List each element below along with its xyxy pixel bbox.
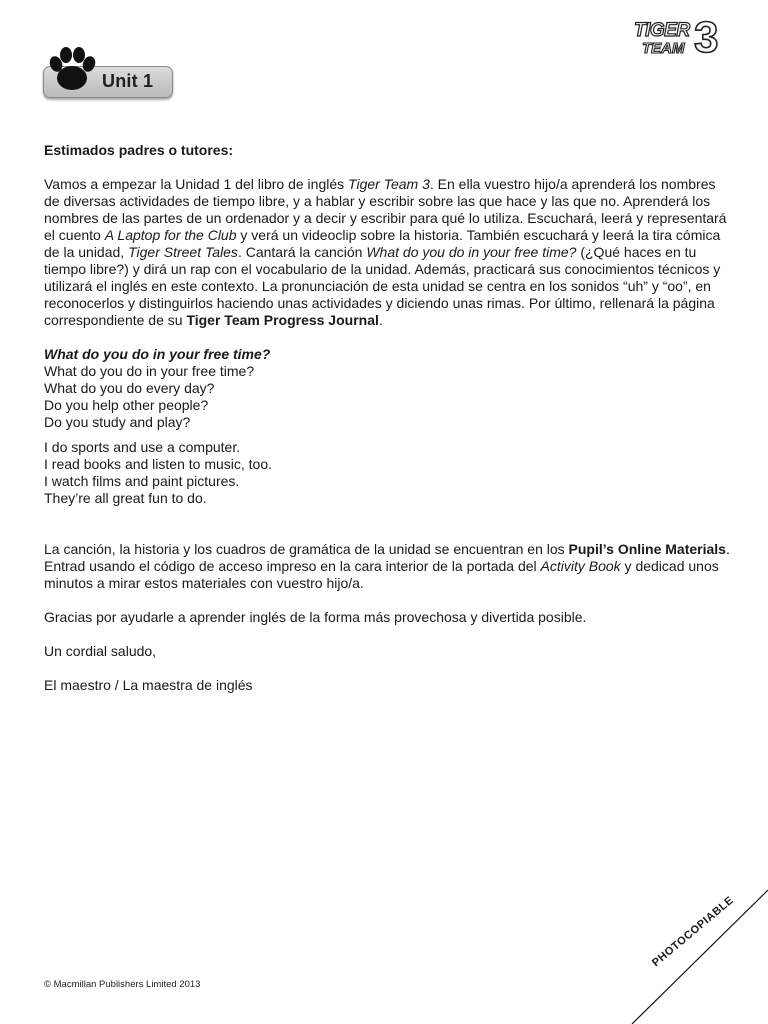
- text-run: y dedicad unos minutos a mirar estos materiales con vuestro hijo/a.: [44, 558, 719, 591]
- text-run: Vamos a empezar la Unidad 1 del libro de inglés: [44, 176, 349, 192]
- song-line: They’re all great fun to do.: [44, 490, 207, 506]
- text-run: Activity Book: [540, 558, 621, 574]
- unit-label: Unit 1: [102, 71, 154, 91]
- text-run: (¿Qué haces en tu tiempo libre?) y dirá un rap con el vocabulario de la unidad. Además, practicará sus conocimientos técnicos y utilizará el inglés en este contexto. La pronunciación de esta unidad se centra en los sonidos “uh” y “oo”, en reconocerlos y distinguirlos haciendo unas actividades y diciendo unas rimas. Por último, rellenará la página correspondiente de su: [44, 244, 721, 328]
- logo-number: 3: [694, 13, 719, 62]
- letter-body: [44, 142, 734, 694]
- photocopiable-label: PHOTOCOPIABLE: [650, 894, 737, 970]
- song-line: I watch films and paint pictures.: [44, 473, 240, 489]
- song-line: Do you study and play?: [44, 414, 191, 430]
- copyright: © Macmillan Publishers Limited 2013: [44, 979, 201, 990]
- corner-diagonal-line: [600, 880, 768, 1024]
- song-stanza-1: [44, 363, 734, 431]
- paw-icon: [44, 44, 100, 96]
- text-run: Tiger Team Progress Journal: [186, 312, 379, 328]
- song-title: What do you do in your free time?: [44, 346, 271, 362]
- text-run: y verá un videoclip sobre la historia. También escuchará y leerá la tira cómica de la unidad,: [44, 227, 721, 260]
- text-run: .: [378, 312, 383, 328]
- song-stanza-2: [44, 439, 734, 507]
- text-run: Tiger Team 3: [348, 176, 430, 192]
- song-line: What do you do every day?: [44, 380, 215, 396]
- text-run: . Cantará la canción: [237, 244, 367, 260]
- text-run: What do you do in your free time?: [366, 244, 577, 260]
- song-line: What do you do in your free time?: [44, 363, 255, 379]
- text-run: Pupil’s Online Materials: [568, 541, 726, 557]
- song-line: I read books and listen to music, too.: [44, 456, 273, 472]
- logo-team-text: TEAM: [642, 40, 685, 57]
- intro-paragraph: [44, 176, 734, 329]
- thanks-paragraph: Gracias por ayudarle a aprender inglés de la forma más provechosa y divertida posible.: [44, 609, 587, 625]
- text-run: A Laptop for the Club: [104, 227, 237, 243]
- text-run: Tiger Street Tales: [128, 244, 238, 260]
- materials-paragraph: [44, 541, 734, 592]
- text-run: . En ella vuestro hijo/a aprenderá los nombres de diversas actividades de tiempo libre, y a hablar y escribir sobre las que hace y las que no. Aprenderá los nombres de las partes de un ordenador y a decir y escribir para qué lo utiliza. Escuchará, leerá y representará el cuento: [44, 176, 727, 243]
- song-line: Do you help other people?: [44, 397, 209, 413]
- song-line: I do sports and use a computer.: [44, 439, 241, 455]
- signature: El maestro / La maestra de inglés: [44, 677, 253, 693]
- closing: Un cordial saludo,: [44, 643, 157, 659]
- greeting: Estimados padres o tutores:: [44, 142, 234, 158]
- tiger-team-logo: [630, 14, 730, 64]
- text-run: La canción, la historia y los cuadros de gramática de la unidad se encuentran en los: [44, 541, 569, 557]
- text-run: . Entrad usando el código de acceso impreso en la cara interior de la portada del: [44, 541, 730, 574]
- logo-tiger-text: TIGER: [634, 20, 690, 41]
